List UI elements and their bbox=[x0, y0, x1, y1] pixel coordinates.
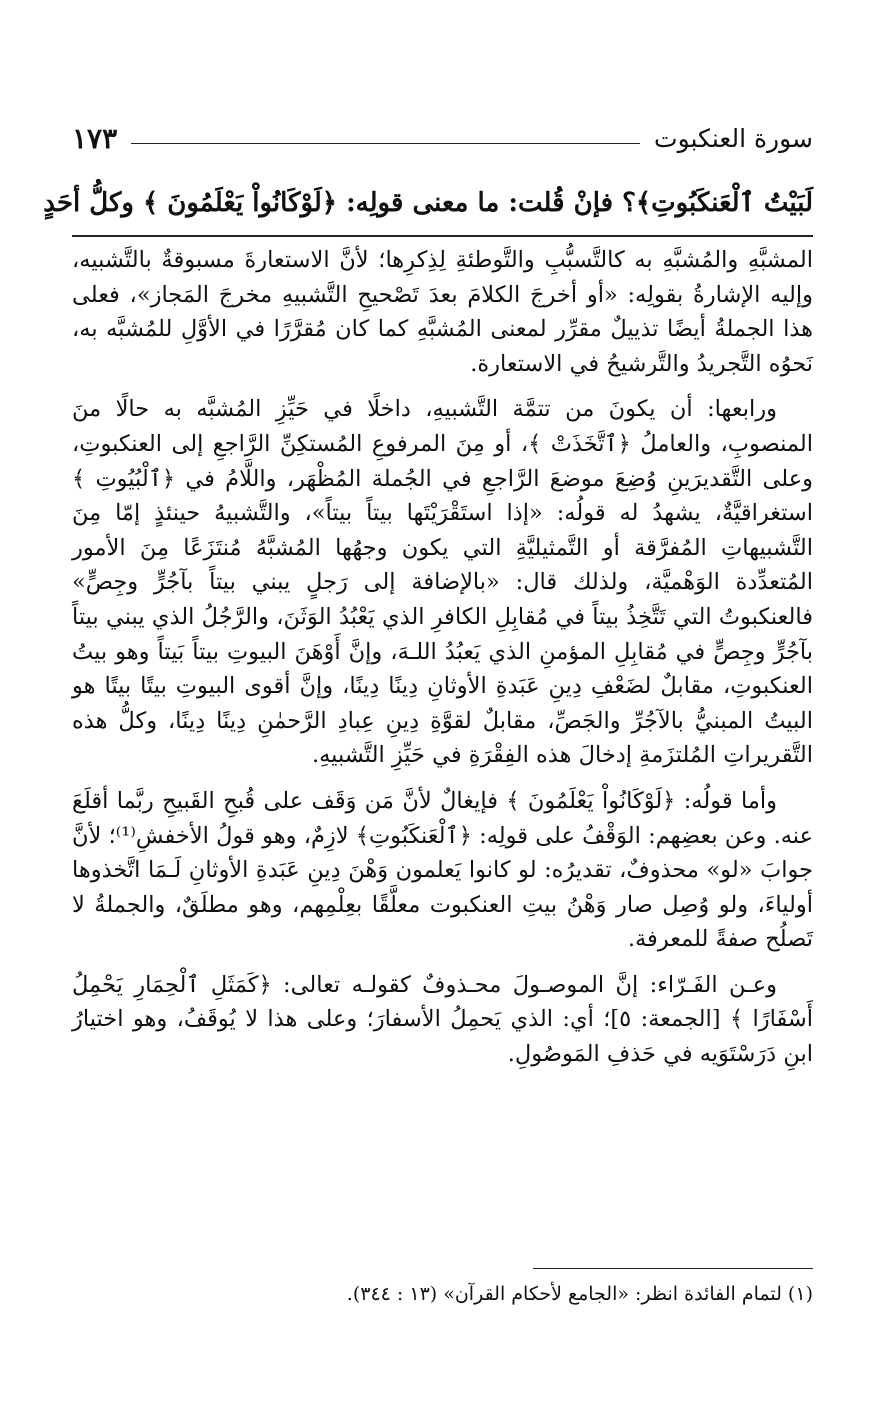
body-text bbox=[72, 243, 813, 1072]
header-rule bbox=[131, 143, 640, 144]
footnote: (١) لتمام الفائدة انظر: «الجامع لأحكام القرآن» (١٣ : ٣٤٤). bbox=[346, 1283, 813, 1305]
verse-continuation-line: لَبَيْتُ ٱلْعَنكَبُوتِ﴾؟ فإنْ قُلت: ما معنى قولِه: ﴿لَوْكَانُواْ يَعْلَمُونَ ﴾ وكلُّ أحَدٍ bbox=[43, 188, 813, 218]
paragraph-1: المشبَّهِ والمُشبَّهِ به كالتَّسبُّبِ والتَّوطئةِ لِذِكرِها؛ لأنَّ الاستعارةَ مسبوقةٌ بالتَّشبيه، وإليه الإشارةُ بقولِه: «أو أخرجَ الكلامَ بعدَ تَصْحيحِ التَّشبيهِ مخرجَ المَجاز»، فعلى هذا الجملةُ أيضًا تذييلٌ مقرِّر لمعنى المُشبَّهِ كما كان مُقرَّرًا في الأوَّلِ للمُشبَّه به، نَحوُه التَّجريدُ والتَّرشيحُ في الاستعارة. bbox=[72, 247, 813, 377]
footnote-divider bbox=[533, 1268, 813, 1269]
running-header bbox=[72, 118, 813, 158]
paragraph-4: وعـن الفَـرّاء: إنَّ الموصـولَ محـذوفٌ كقولـه تعالى: ﴿كَمَثَلِ ٱلْحِمَارِ يَحْمِلُ أَسْفَارًا ﴾ [الجمعة: ٥]؛ أي: الذي يَحمِلُ الأسفارَ؛ وعلى هذا لا يُوقَفُ، وهو اختيارُ ابنِ دَرَسْتَوَيه في حَذفِ المَوصُولِ. bbox=[72, 971, 813, 1068]
paragraph-2: ورابعها: أن يكونَ من تتمَّة التَّشبيهِ، داخلًا في حَيِّزِ المُشبَّه به حالًا منَ المنصوبِ، والعاملُ ﴿ٱتَّخَذَتْ ﴾، أو مِنَ المرفوعِ المُستكِنِّ الرَّاجعِ إلى العنكبوتِ، وعلى التَّقديرَينِ وُضِعَ موضعَ الرَّاجعِ في الجُملة المُظْهَر، واللَّامُ في ﴿ٱلْبُيُوتِ ﴾ استغراقيَّةٌ، يشهدُ له قولُه: «إذا استَقْرَيْتَها بيتاً بيتاً»، والتَّشبيهُ حينئذٍ إمّا مِنَ التَّشبيهاتِ المُفرَّقة أو التَّمثيليَّةِ التي يكون وجهُها المُشبَّهُ مُنتَزَعًا مِنَ الأمور المُتعدِّدة الوَهْميَّة، ولذلك قال: «بالإضافة إلى رَجلٍ يبني بيتاً بآجُرٍّ وجِصٍّ» فالعنكبوتُ التي تَتَّخِذُ بيتاً في مُقابِلِ الكافرِ الذي يَعْبُدُ الوَثَنَ، والرَّجُلُ الذي يبني بيتاً بآجُرٍّ وجِصٍّ في مُقابِلِ المؤمنِ الذي يَعبُدُ اللـهَ، وإنَّ أَوْهَنَ البيوتِ بيتاً بَيتاً وهو بيتُ العنكبوتِ، مقابلٌ لضَعْفِ دِينِ عَبَدةِ الأوثانِ دِينًا دِينًا، وإنَّ أقوى البيوتِ بيتًا بيتًا هو البيتُ المبنيُّ بالآجُرِّ والجَصِّ، مقابلٌ لقوَّةِ دِينِ عِبادِ الرَّحمٰنِ دِينًا دِينًا، وكلُّ هذه التَّقريراتِ المُلتزَمةِ إدخالَ هذه الفِقْرَةِ في حَيِّزِ التَّشبيهِ. bbox=[72, 396, 813, 769]
paragraph-3: وأما قولُه: ﴿لَوْكَانُواْ يَعْلَمُونَ ﴾ فإيغالٌ لأنَّ مَن وَقَف على قُبحِ القَبيحِ ربَّما أقلَعَ عنه. وعن بعضِهم: الوَقْفُ على قولِه: ﴿ٱلْعَنكَبُوتِ﴾ لازِمٌ، وهو قولُ الأخفشِ⁽¹⁾؛ لأنَّ جوابَ «لو» محذوفٌ، تقديرُه: لو كانوا يَعلمون وَهْنَ دِينِ عَبَدةِ الأوثانِ لَـمَا اتَّخذوها أولياءَ، ولو وُصِل صار وَهْنُ بيتِ العنكبوت معلَّقًا بعِلْمِهم، وهو مطلَقٌ، والجملةُ لا تَصلُح صفةً للمعرفة. bbox=[72, 787, 813, 953]
surah-name: سورة العنكبوت bbox=[654, 123, 813, 153]
top-divider bbox=[72, 235, 813, 237]
page-number: ١٧٣ bbox=[72, 121, 118, 155]
